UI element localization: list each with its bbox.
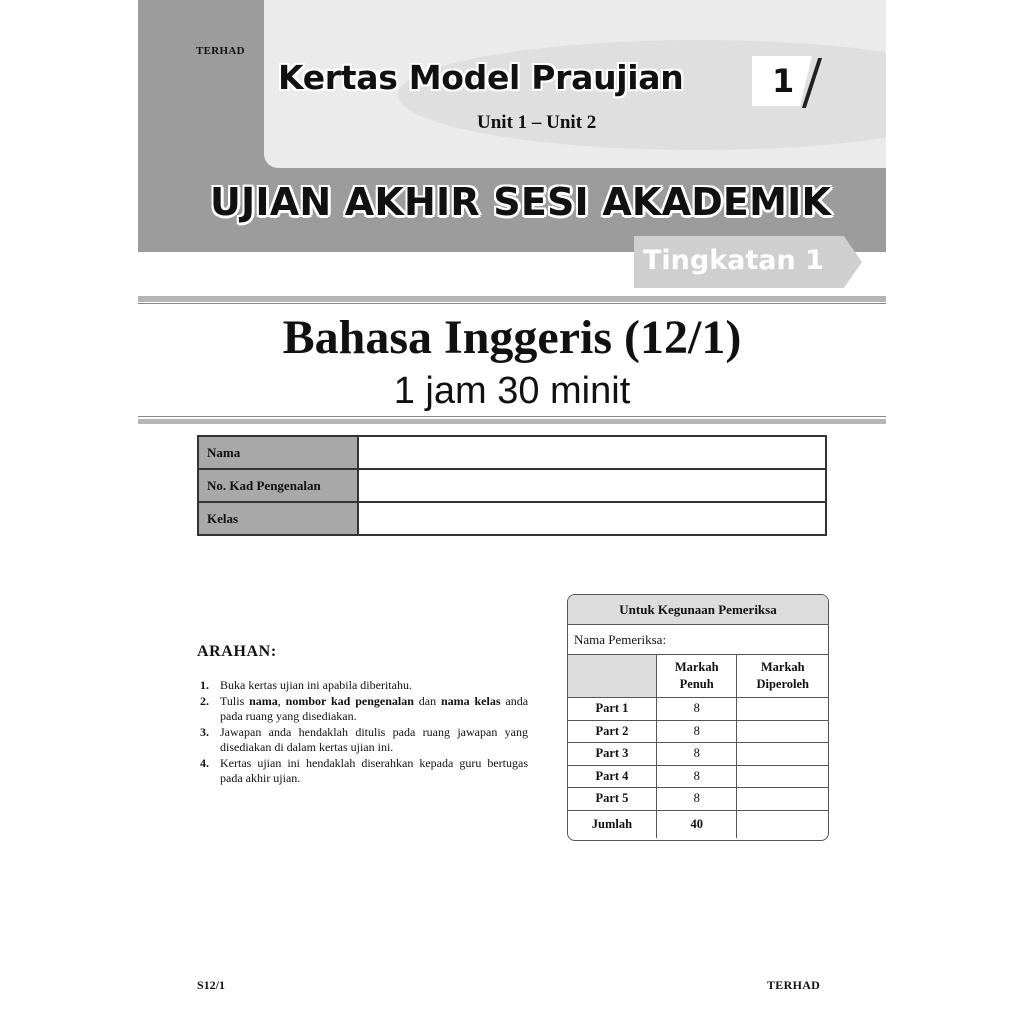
- instructions-list: [200, 678, 528, 787]
- marks-row: [568, 743, 828, 766]
- marks-row: [568, 698, 828, 721]
- part-label: Part 1: [568, 698, 656, 721]
- examiner-name-label[interactable]: Nama Pemeriksa:: [568, 625, 828, 655]
- class-label: Kelas: [198, 502, 358, 535]
- ic-number-field[interactable]: [358, 469, 826, 502]
- full-mark: 8: [656, 765, 737, 788]
- student-row-ic: [198, 469, 826, 502]
- instruction-item: [200, 694, 528, 725]
- obtained-mark-field[interactable]: [737, 698, 828, 721]
- ic-number-label: No. Kad Pengenalan: [198, 469, 358, 502]
- instruction-text: Tulis: [220, 693, 250, 708]
- instruction-number: 2.: [200, 693, 209, 708]
- marks-total-row: [568, 810, 828, 838]
- instruction-text: Buka kertas ujian ini apabila diberitahu.: [220, 678, 412, 692]
- examiner-box: [567, 594, 829, 841]
- full-mark: 8: [656, 743, 737, 766]
- instruction-text: Jawapan anda hendaklah ditulis pada ruang jawapan yang disediakan di dalam kertas ujian ini.: [220, 724, 528, 754]
- student-info-table: [197, 435, 827, 536]
- instruction-emphasis: nama: [249, 693, 278, 708]
- marks-row: [568, 788, 828, 811]
- instruction-number: 4.: [200, 755, 209, 770]
- obtained-mark-field[interactable]: [737, 788, 828, 811]
- divider-bottom: [138, 419, 886, 424]
- total-label: Jumlah: [568, 810, 656, 838]
- instruction-item: [200, 756, 528, 787]
- divider-bottom-thin: [138, 416, 886, 417]
- class-field[interactable]: [358, 502, 826, 535]
- obtained-marks-header: Markah Diperoleh: [737, 655, 828, 698]
- full-mark: 8: [656, 720, 737, 743]
- part-label: Part 5: [568, 788, 656, 811]
- examiner-heading: Untuk Kegunaan Pemeriksa: [568, 595, 828, 625]
- part-label: Part 4: [568, 765, 656, 788]
- total-full-marks: 40: [656, 810, 737, 838]
- full-mark: 8: [656, 698, 737, 721]
- instruction-emphasis: nama kelas: [440, 693, 501, 708]
- paper-title: Kertas Model Praujian: [278, 58, 684, 97]
- instruction-text: anda pada ruang yang disediakan.: [220, 693, 529, 723]
- marks-row: [568, 765, 828, 788]
- part-label: Part 2: [568, 720, 656, 743]
- full-marks-header: Markah Penuh: [656, 655, 737, 698]
- exam-name: UJIAN AKHIR SESI AKADEMIK: [210, 180, 832, 224]
- obtained-mark-field[interactable]: [737, 720, 828, 743]
- instruction-item: [200, 678, 528, 694]
- marks-table: [568, 655, 828, 838]
- name-field[interactable]: [358, 436, 826, 469]
- paper-code: S12/1: [197, 978, 226, 992]
- divider-top: [138, 296, 886, 302]
- restricted-label-top: TERHAD: [196, 45, 245, 57]
- paper-number-badge: [752, 56, 822, 106]
- obtained-mark-field[interactable]: [737, 765, 828, 788]
- instruction-number: 1.: [200, 678, 209, 692]
- unit-range: Unit 1 – Unit 2: [477, 112, 597, 133]
- divider-top-thin: [138, 303, 886, 304]
- full-mark: 8: [656, 788, 737, 811]
- student-row-name: [198, 436, 826, 469]
- marks-row: [568, 720, 828, 743]
- instructions-heading: ARAHAN:: [197, 643, 277, 660]
- exam-duration: 1 jam 30 minit: [393, 370, 631, 412]
- instruction-text: dan: [413, 693, 441, 708]
- part-label: Part 3: [568, 743, 656, 766]
- instruction-text: ,: [277, 693, 286, 708]
- marks-header-row: [568, 655, 828, 698]
- subject-title: Bahasa Inggeris (12/1): [282, 311, 742, 364]
- obtained-mark-field[interactable]: [737, 743, 828, 766]
- total-obtained-field[interactable]: [737, 810, 828, 838]
- marks-header-blank: [568, 655, 656, 698]
- instruction-number: 3.: [200, 724, 209, 739]
- name-label: Nama: [198, 436, 358, 469]
- instruction-item: [200, 725, 528, 756]
- form-label: Tingkatan 1: [643, 245, 824, 276]
- restricted-label-bottom: TERHAD: [767, 978, 821, 992]
- student-row-class: [198, 502, 826, 535]
- instruction-text: Kertas ujian ini hendaklah diserahkan kepada guru bertugas pada akhir ujian.: [220, 755, 528, 785]
- instruction-emphasis: nombor kad pengenalan: [285, 693, 414, 708]
- paper-number: 1: [772, 62, 795, 100]
